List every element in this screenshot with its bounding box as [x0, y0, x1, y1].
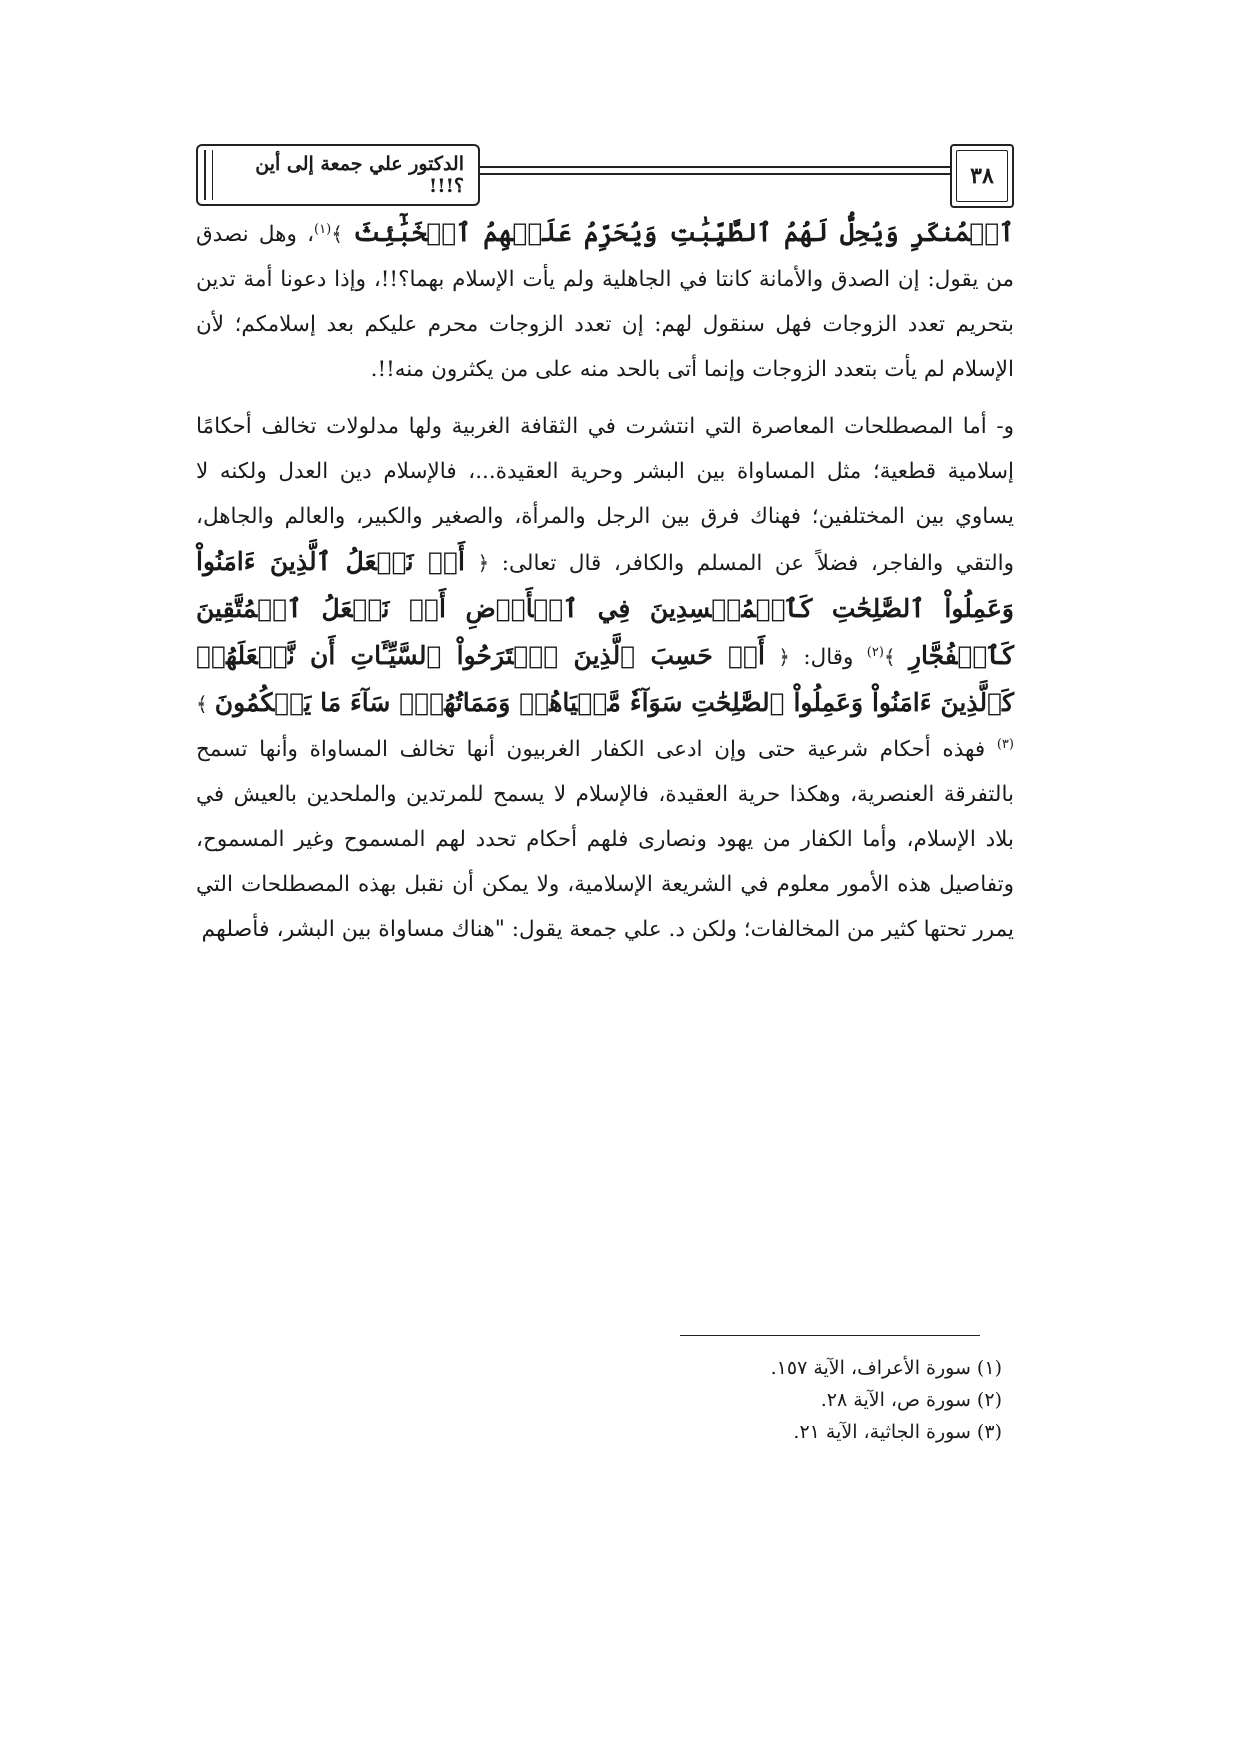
header-rule-bottom — [478, 173, 952, 175]
paragraph-1-text: ، وهل نصدق من يقول: إن الصدق والأمانة كانتا في الجاهلية ولم يأت الإسلام بهما؟!!، وإذا دعونا أمة تدين بتحريم تعدد الزوجات فهل سنقول لهم: إن تعدد الزوجات محرم عليكم بعد إسلامكم؛ لأن الإسلام لم يأت بتعدد الزوجات وإنما أتى بالحد منه على من يكثرون منه!!. — [196, 222, 1014, 382]
paragraph-2-text-c: فهذه أحكام شرعية حتى وإن ادعى الكفار الغربيون أنها تخالف المساواة وأنها تسمح بالتفرقة العنصرية، وهكذا حرية العقيدة، فالإسلام لا يسمح للمرتدين والملحدين بالعيش في بلاد الإسلام، وأما الكفار من يهود ونصارى فلهم أحكام تحدد لهم المسموح وغير المسموح، وتفاصيل هذه الأمور معلوم في الشريعة الإسلامية، ولا يمكن أن نقبل بهذه المصطلحات التي يمرر تحتها كثير من المخالفات؛ ولكن د. علي جمعة يقول: — [196, 737, 1014, 942]
paragraph-2-text-b: وقال: — [803, 645, 854, 670]
quran-verse-3: أَمۡ حَسِبَ ٱلَّذِينَ ٱجۡتَرَحُواْ ٱلسَّيِّـَٔاتِ أَن نَّجۡعَلَهُمۡ كَٱلَّذِينَ ءَامَنُواْ وَعَمِلُواْ ٱلصَّٰلِحَٰتِ سَوَآءٗ مَّحۡيَاهُمۡ وَمَمَاتُهُمۡۚ سَآءَ مَا يَحۡكُمُونَ — [196, 641, 1014, 717]
verse-close-bracket: ﴾ — [883, 645, 896, 669]
verse-close-bracket: ﴾ — [196, 692, 208, 716]
verse-open-bracket: ﴿ — [778, 645, 790, 669]
footnote-ref-3: (٣) — [996, 736, 1014, 752]
paragraph-2-quote: "هناك مساواة بين البشر، فأصلهم — [201, 917, 505, 942]
paragraph-2-text-a: و- أما المصطلحات المعاصرة التي انتشرت في الثقافة الغربية ولها مدلولات تخالف أحكامًا إسلامية قطعية؛ مثل المساواة بين البشر وحرية العقيدة...، فالإسلام دين العدل ولكنه لا يساوي بين المختلفين؛ فهناك فرق بين الرجل والمرأة، والصغير والكبير، والعالم والجاهل، والتقي والفاجر، فضلاً عن المسلم والكافر، قال تعالى: — [196, 414, 1014, 576]
main-text — [196, 210, 1014, 952]
paragraph-1 — [196, 210, 1014, 392]
quran-verse-1: ٱلۡمُنكَرِ وَيُحِلُّ لَهُمُ ٱلطَّيِّبَٰتِ وَيُحَرِّمُ عَلَيۡهِمُ ٱلۡخَبَٰٓئِثَ — [353, 218, 1014, 247]
verse-open-bracket: ﴿ — [477, 551, 490, 575]
page-header — [196, 140, 1014, 208]
footnote-separator — [680, 1335, 980, 1336]
header-rule-top — [478, 166, 952, 168]
footnote-1: (١) سورة الأعراف، الآية ١٥٧. — [770, 1357, 1002, 1379]
running-title: الدكتور علي جمعة إلى أين ؟!!! — [255, 153, 464, 197]
verse-close-bracket: ﴾ — [331, 222, 343, 246]
footnote-3: (٣) سورة الجاثية، الآية ٢١. — [793, 1421, 1002, 1443]
page-number-frame — [950, 144, 1014, 208]
footnote-2: (٢) سورة ص، الآية ٢٨. — [820, 1389, 1002, 1411]
footnote-ref-1: (١) — [314, 221, 332, 237]
paragraph-2 — [196, 404, 1014, 952]
running-title-frame — [196, 144, 480, 206]
quran-verse-2: أَمۡ نَجۡعَلُ ٱلَّذِينَ ءَامَنُواْ وَعَمِلُواْ ٱلصَّٰلِحَٰتِ كَٱلۡمُفۡسِدِينَ فِي ٱلۡأَرۡضِ أَمۡ نَجۡعَلُ ٱلۡمُتَّقِينَ كَٱلۡفُجَّارِ — [196, 547, 1014, 670]
footnotes — [502, 1352, 1002, 1448]
footnote-ref-2: (٢) — [866, 644, 884, 660]
page-number: ٣٨ — [970, 163, 994, 189]
